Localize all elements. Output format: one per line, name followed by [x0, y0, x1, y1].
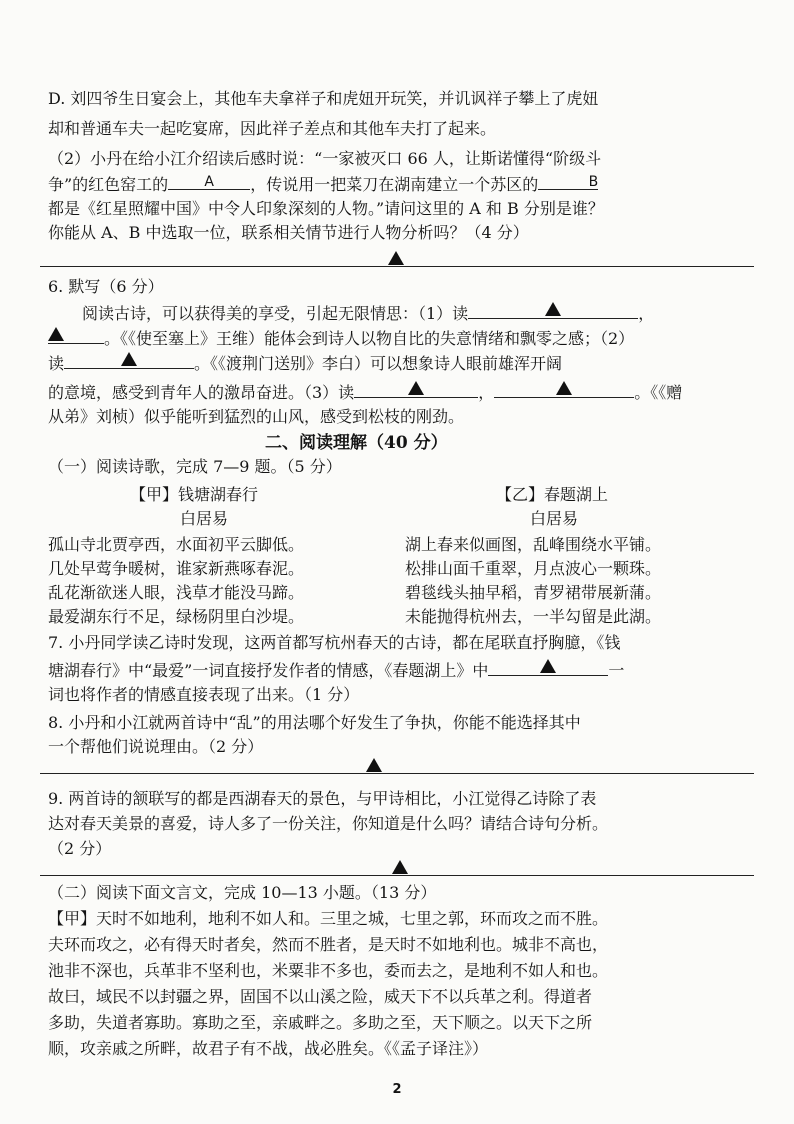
q8-line2: 一个帮他们说说理由。（2 分） [48, 737, 264, 756]
option-d-line1: D. 刘四爷生日宴会上，其他车夫拿祥子和虎妞开玩笑，并讥讽祥子攀上了虎妞 [48, 89, 599, 108]
answer-triangle-icon [366, 758, 382, 772]
q6-title: 6. 默写（6 分） [48, 277, 164, 296]
recite-blank-4[interactable] [354, 380, 478, 398]
q6-line5: 从弟》刘桢）似乎能听到猛烈的山风，感受到松枝的刚劲。 [48, 407, 465, 426]
recite-blank-2[interactable] [48, 326, 104, 344]
triangle-icon [545, 302, 561, 316]
recite-blank-3[interactable] [64, 351, 194, 369]
q6-line1: 阅读古诗，可以获得美的享受，引起无限情思：（1）读 ， [82, 301, 654, 325]
poem-b-line: 未能抛得杭州去，一半勾留是此湖。 [405, 607, 662, 626]
answer-line[interactable] [40, 875, 754, 876]
option-d-line2: 却和普通车夫一起吃宴席，因此祥子差点和其他车夫打了起来。 [48, 119, 497, 138]
answer-blank-b[interactable]: B [538, 172, 598, 190]
triangle-icon [556, 381, 572, 395]
recite-blank-1[interactable] [468, 301, 638, 319]
q7-line3: 词也将作者的情感直接表现了出来。（1 分） [48, 685, 360, 704]
classical-text-line: 池非不深也，兵革非不坚利也，米粟非不多也，委而去之，是地利不如人和也。 [48, 961, 609, 980]
q5-sub2-line2: 争”的红色窑工的 A ，传说用一把菜刀在湖南建立一个苏区的 B [48, 174, 599, 194]
answer-line[interactable] [40, 266, 754, 267]
q5-sub2-line1: （2）小丹在给小江介绍读后感时说：“一家被灭口 66 人，让斯诺懂得“阶级斗 [48, 149, 602, 168]
page-number: 2 [392, 1082, 402, 1097]
poem-b-author: 白居易 [530, 509, 579, 528]
q9-line1: 9. 两首诗的颔联写的都是西湖春天的景色，与甲诗相比，小江觉得乙诗除了表 [48, 789, 597, 808]
q7-answer-blank[interactable] [488, 658, 608, 676]
poem-b-line: 松排山面千重翠，月点波心一颗珠。 [405, 559, 662, 578]
section2-title: 二、阅读理解（40 分） [265, 433, 448, 453]
poem-a-title: 【甲】钱塘湖春行 [130, 485, 259, 504]
poem-b-title: 【乙】春题湖上 [496, 485, 609, 504]
classical-text-line: 【甲】天时不如地利，地利不如人和。三里之城，七里之郭，环而攻之而不胜。 [48, 909, 609, 928]
classical-text-line: 夫环而攻之，必有得天时者矣，然而不胜者，是天时不如地利也。城非不高也， [48, 935, 609, 954]
q7-line1: 7. 小丹同学读乙诗时发现，这两首都写杭州春天的古诗，都在尾联直抒胸臆，《钱 [48, 633, 621, 652]
triangle-icon [540, 659, 556, 673]
q8-line1: 8. 小丹和小江就两首诗中“乱”的用法哪个好发生了争执，你能不能选择其中 [48, 713, 581, 732]
poem-b-line: 碧毯线头抽早稻，青罗裙带展新蒲。 [405, 583, 662, 602]
answer-triangle-icon [392, 860, 408, 874]
part1-title: （一）阅读诗歌，完成 7—9 题。（5 分） [48, 457, 342, 476]
classical-text-line: 故曰，域民不以封疆之界，固国不以山溪之险，威天下不以兵革之利。得道者 [48, 987, 593, 1006]
poem-a-line: 几处早莺争暖树，谁家新燕啄春泥。 [48, 559, 305, 578]
answer-blank-a[interactable]: A [168, 172, 250, 190]
q9-line3: （2 分） [48, 839, 112, 858]
answer-line[interactable] [40, 773, 754, 774]
classical-text-line: 顺，攻亲戚之所畔，故君子有不战，战必胜矣。《《孟子译注》） [48, 1039, 489, 1058]
q9-line2: 达对春天美景的喜爱，诗人多了一份关注，你知道是什么吗？请结合诗句分析。 [48, 814, 609, 833]
q5-sub2-line3: 都是《红星照耀中国》中令人印象深刻的人物。”请问这里的 A 和 B 分别是谁？ [48, 199, 604, 218]
answer-triangle-icon [388, 251, 404, 265]
q6-line4: 的意境，感受到青年人的激昂奋进。（3）读 ， 。《《赠 [48, 380, 682, 404]
poem-b-line: 湖上春来似画图，乱峰围绕水平铺。 [405, 535, 662, 554]
part2-title: （二）阅读下面文言文，完成 10—13 小题。（13 分） [48, 883, 437, 902]
classical-text-line: 多助，失道者寡助。寡助之至，亲戚畔之。多助之至，天下顺之。以天下之所 [48, 1013, 593, 1032]
q7-line2: 塘湖春行》中“最爱”一词直接抒发作者的情感，《春题湖上》中 一 [48, 658, 624, 682]
q6-line2: 。《《使至塞上》王维）能体会到诗人以物自比的失意情绪和飘零之感；（2） [48, 326, 634, 350]
triangle-icon [408, 381, 424, 395]
poem-a-line: 孤山寺北贾亭西，水面初平云脚低。 [48, 535, 305, 554]
q5-sub2-line4: 你能从 A、B 中选取一位，联系相关情节进行人物分析吗？（4 分） [48, 223, 529, 242]
recite-blank-5[interactable] [494, 380, 634, 398]
poem-a-line: 乱花渐欲迷人眼，浅草才能没马蹄。 [48, 583, 305, 602]
triangle-icon [48, 327, 64, 341]
triangle-icon [121, 352, 137, 366]
poem-a-line: 最爱湖东行不足，绿杨阴里白沙堤。 [48, 607, 305, 626]
q6-line3: 读 。《《渡荆门送别》李白）可以想象诗人眼前雄浑开阔 [48, 351, 562, 375]
poem-a-author: 白居易 [180, 509, 229, 528]
